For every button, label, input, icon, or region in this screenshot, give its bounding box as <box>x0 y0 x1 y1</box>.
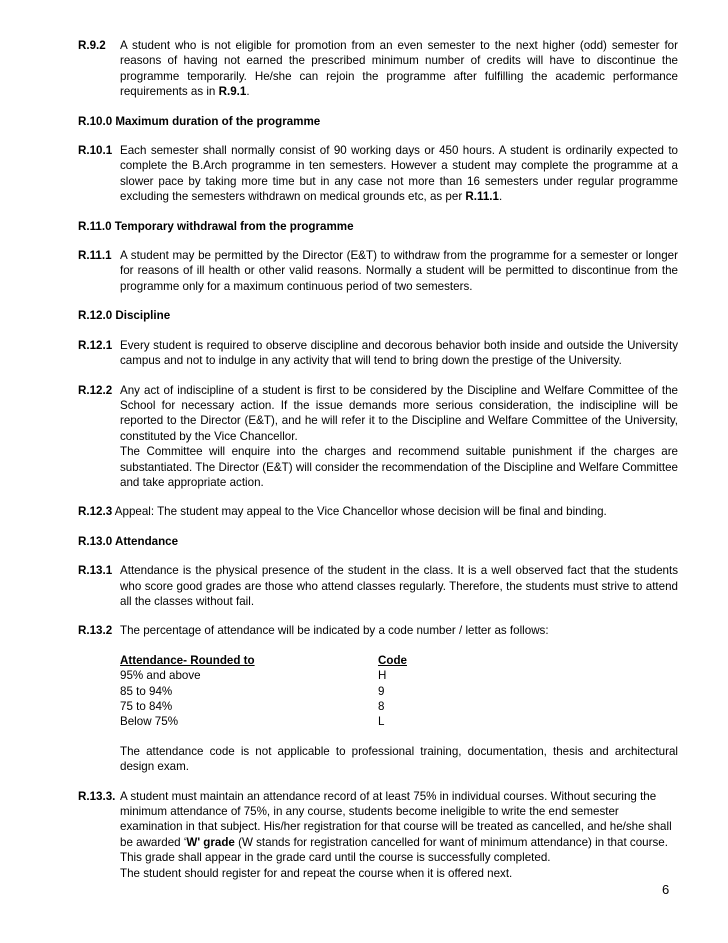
rule-reference: R.11.1 <box>465 190 499 204</box>
attendance-code-table <box>120 653 407 730</box>
note-text: The attendance code is not applicable to professional training, documentation, thesis and architectural design exam. <box>120 744 678 774</box>
attendance-code: H <box>378 669 387 683</box>
rule-number: R.9.2 <box>78 39 106 52</box>
table-row <box>120 684 407 699</box>
table-header-row <box>120 653 407 668</box>
rule-text: Appeal: The student may appeal to the Vice Chancellor whose decision will be final and binding. <box>114 505 607 519</box>
section-heading-r12: R.12.0 Discipline <box>78 309 171 323</box>
rule-reference: R.9.1 <box>218 85 247 99</box>
rule-r12-1 <box>78 338 678 369</box>
table-row <box>120 699 407 714</box>
attendance-code: 8 <box>378 700 385 713</box>
rule-r13-1 <box>78 563 678 609</box>
grade-label: W' grade <box>186 835 235 849</box>
rule-number: R.13.3. <box>78 789 116 803</box>
attendance-range: Below 75% <box>120 715 179 729</box>
column-header-attendance: Attendance- Rounded to <box>120 653 255 667</box>
rule-number: R.13.2 <box>78 624 113 638</box>
rule-text: The percentage of attendance will be indicated by a code number / letter as follows: <box>120 624 549 638</box>
section-heading-r11: R.11.0 Temporary withdrawal from the programme <box>78 219 354 233</box>
rule-number: R.12.3 <box>78 505 113 519</box>
rule-text-part: The student should register for and repeat the course when it is offered next. <box>120 866 513 880</box>
rule-r9-2 <box>78 38 678 100</box>
rule-r13-3 <box>78 789 678 881</box>
rule-number: R.11.1 <box>78 249 112 263</box>
rule-text <box>120 143 678 205</box>
rule-text-part: The Committee will enquire into the charges and recommend suitable punishment if the charges are substantiated. The Director (E&T) will consider the recommendation of the Discipline and Welfare Committee and take appropriate action. <box>120 445 678 489</box>
rule-text <box>120 383 678 491</box>
rule-text: Attendance is the physical presence of the student in the class. It is a well observed fact that the students who score good grades are those who attend classes regularly. Therefore, the students must strive to attend all the classes without fail. <box>120 564 678 608</box>
table-row <box>120 714 407 729</box>
rule-text: A student may be permitted by the Director (E&T) to withdraw from the programme for a semester or longer for reasons of ill health or other valid reasons. Normally a student will be permitted to discontinue from the programme only for a maximum continuous period of two semesters. <box>120 249 678 293</box>
rule-text-part: A student must maintain an attendance record of at least 75% in individual courses. Without securing the minimum attendance of 75%, in any course, students become ineligible to write the end semester examination in that subject. His/her registration for that course will be treated as cancelled, and he/she shall be awarded ‘ <box>120 789 672 849</box>
rule-text-part: Any act of indiscipline of a student is first to be considered by the Discipline and Welfare Committee of the School for necessary action. If the issue demands more serious consideration, the indiscipline will be reported to the Director (E&T), and he will refer it to the Discipline and Welfare Committee of the University, constituted by the Vice Chancellor. <box>120 383 678 443</box>
section-heading-r13: R.13.0 Attendance <box>78 534 179 548</box>
rule-text-part: . <box>246 85 250 99</box>
rule-text-part: . <box>498 190 503 204</box>
attendance-code: 9 <box>378 684 385 698</box>
attendance-range: 85 to 94% <box>120 684 173 698</box>
column-header-code: Code <box>378 653 407 667</box>
rule-text <box>120 789 678 881</box>
page-number: 6 <box>662 882 670 897</box>
rule-number: R.13.1 <box>78 564 113 578</box>
rule-text-part: (W stands for registration cancelled for want of minimum attendance) in that course. This grade shall appear in the grade card until the course is successfully completed. <box>120 835 668 865</box>
rule-r13-2 <box>78 623 678 638</box>
rule-number: R.10.1 <box>78 144 113 158</box>
rule-r10-1 <box>78 143 678 205</box>
section-heading-r10: R.10.0 Maximum duration of the programme <box>78 114 321 128</box>
table-row <box>120 668 407 683</box>
rule-number: R.12.1 <box>78 338 113 352</box>
rule-text-part: Each semester shall normally consist of 90 working days or 450 hours. A student is ordinarily expected to complete the B.Arch programme in ten semesters. However a student may complete the programme at a slower pace by taking more time but in any case not more than 16 semesters under regular programme excluding the semesters withdrawn on medical grounds etc, as per <box>120 144 678 204</box>
attendance-code: L <box>378 715 385 729</box>
rule-r12-3 <box>78 504 678 519</box>
rule-number: R.12.2 <box>78 383 113 397</box>
rule-r11-1 <box>78 248 678 294</box>
rule-text <box>120 38 678 100</box>
rule-text: Every student is required to observe discipline and decorous behavior both inside and outside the University campus and not to indulge in any activity that will tend to bring down the prestige of the University. <box>120 338 678 368</box>
rule-r12-2 <box>78 383 678 491</box>
attendance-note <box>78 744 678 775</box>
attendance-range: 95% and above <box>120 669 201 683</box>
attendance-range: 75 to 84% <box>120 700 173 713</box>
document-page <box>78 38 678 881</box>
rule-text-part: A student who is not eligible for promotion from an even semester to the next higher (odd) semester for reasons of having not earned the prescribed minimum number of credits will have to discontinue the programme temporarily. He/she can rejoin the programme after fulfilling the academic performance requirements as in <box>120 39 678 99</box>
